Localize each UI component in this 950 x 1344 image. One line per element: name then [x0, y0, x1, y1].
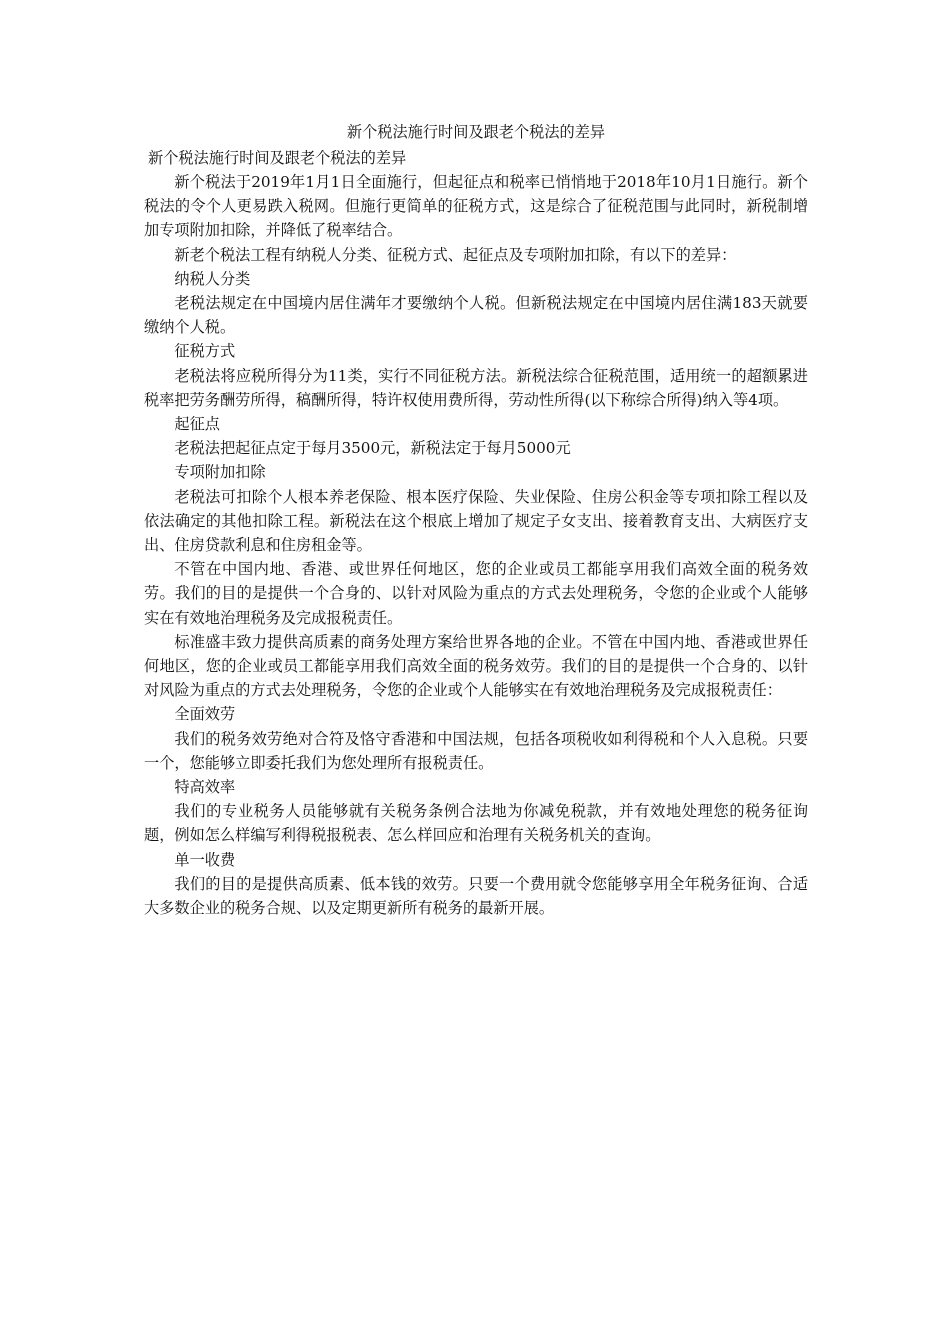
paragraph: 老税法可扣除个人根本养老保险、根本医疗保险、失业保险、住房公积金等专项扣除工程以及依法确定的其他扣除工程。新税法在这个根底上增加了规定子女支出、接着教育支出、大病医疗支出、住房贷款利息和住房租金等。: [144, 487, 808, 555]
section-heading: 征税方式: [174, 342, 236, 361]
section-heading: 全面效劳: [174, 705, 236, 724]
paragraph: 新个税法于2019年1月1日全面施行，但起征点和税率已悄悄地于2018年10月1日施行。新个税法的令个人更易跌入税网。但施行更简单的征税方式，这是综合了征税范围与此同时，新税制增加专项附加扣除，并降低了税率结合。: [144, 173, 808, 240]
paragraph: 老税法规定在中国境内居住满年才要缴纳个人税。但新税法规定在中国境内居住满183天就要缴纳个人税。: [144, 294, 808, 337]
document-subtitle: 新个税法施行时间及跟老个税法的差异: [148, 149, 407, 167]
section-heading: 单一收费: [174, 850, 236, 869]
section-heading: 纳税人分类: [174, 269, 251, 288]
paragraph: 老税法将应税所得分为11类，实行不同征税方法。新税法综合征税范围，适用统一的超额累进税率把劳务酬劳所得，稿酬所得，特许权使用费所得，劳动性所得(以下称综合所得)纳入等4项。: [144, 366, 808, 409]
paragraph: 标准盛丰致力提供高质素的商务处理方案给世界各地的企业。不管在中国内地、香港或世界任何地区，您的企业或员工都能享用我们高效全面的税务效劳。我们的目的是提供一个合身的、以针对风险为重点的方式去处理税务，令您的企业或个人能够实在有效地治理税务及完成报税责任：: [144, 632, 808, 700]
section-heading: 起征点: [174, 415, 220, 434]
document-body: [144, 120, 808, 920]
paragraph: 新老个税法工程有纳税人分类、征税方式、起征点及专项附加扣除，有以下的差异：: [174, 245, 737, 264]
paragraph: 我们的目的是提供高质素、低本钱的效劳。只要一个费用就令您能够享用全年税务征询、合适大多数企业的税务合规、以及定期更新所有税务的最新开展。: [144, 874, 808, 918]
paragraph: 不管在中国内地、香港、或世界任何地区，您的企业或员工都能享用我们高效全面的税务效劳。我们的目的是提供一个合身的、以针对风险为重点的方式去处理税务，令您的企业或个人能够实在有效地治理税务及完成报税责任。: [144, 560, 808, 627]
section-heading: 专项附加扣除: [174, 463, 266, 482]
paragraph: 我们的税务效劳绝对合符及恪守香港和中国法规，包括各项税收如利得税和个人入息税。只要一个，您能够立即委托我们为您处理所有报税责任。: [144, 729, 808, 772]
paragraph: 我们的专业税务人员能够就有关税务条例合法地为你减免税款，并有效地处理您的税务征询题，例如怎么样编写利得税报税表、怎么样回应和治理有关税务机关的查询。: [144, 802, 808, 845]
paragraph: 老税法把起征点定于每月3500元，新税法定于每月5000元: [174, 439, 571, 458]
document-blocks: [144, 170, 808, 920]
section-heading: 特高效率: [174, 778, 236, 797]
document-title: 新个税法施行时间及跟老个税法的差异: [346, 123, 606, 141]
